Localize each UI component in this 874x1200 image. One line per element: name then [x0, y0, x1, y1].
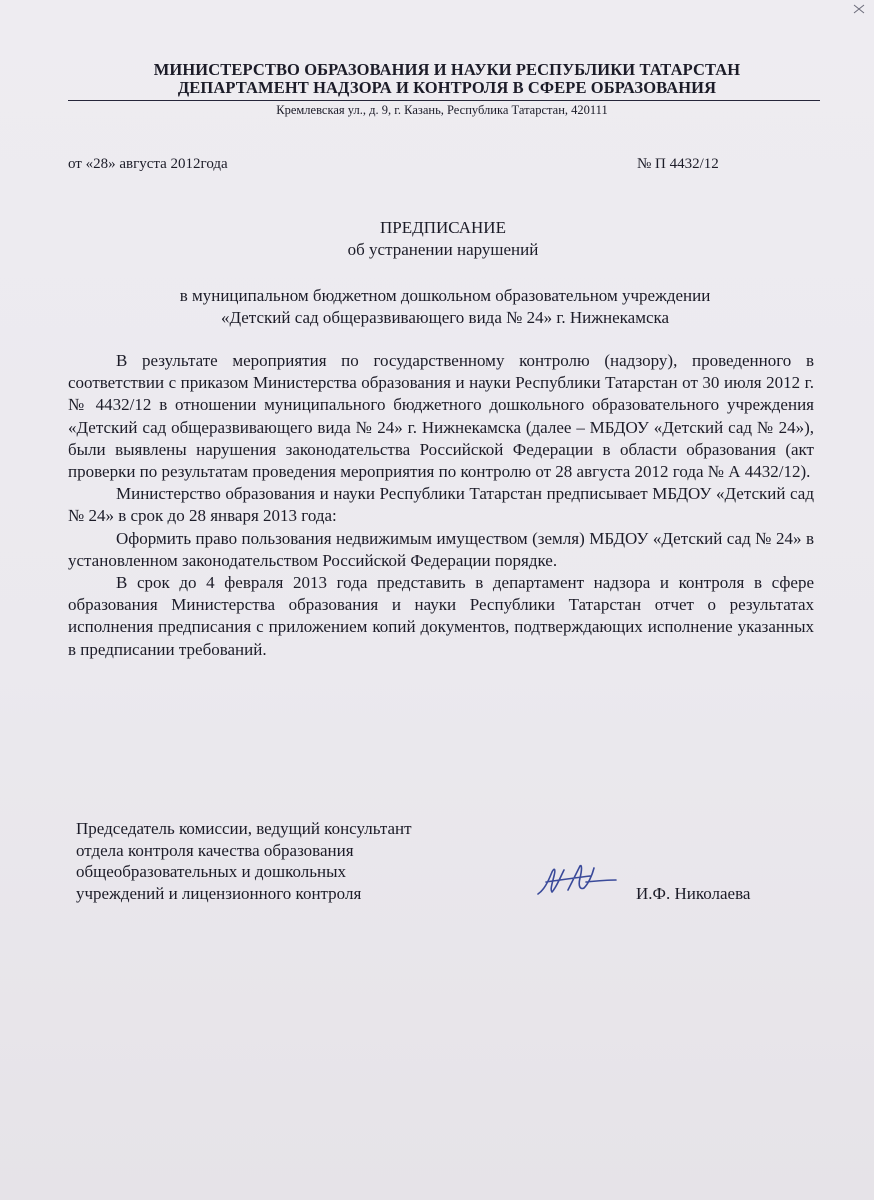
signatory-position	[76, 818, 496, 904]
handwritten-signature	[530, 860, 620, 900]
document-subtitle: об устранении нарушений	[347, 240, 539, 259]
scan-mark-icon	[852, 3, 866, 15]
position-line-3: общеобразовательных и дошкольных	[76, 862, 346, 881]
body-paragraph-4: В срок до 4 февраля 2013 года представить в департамент надзора и контроля в сфере образования Министерства образования и науки Республики Татарстан отчет о результатах исполнения предписания с приложением копий документов, подтверждающих исполнение указанных в предписании требований.	[68, 573, 814, 659]
body-paragraph-2: Министерство образования и науки Республики Татарстан предписывает МБДОУ «Детский сад № 24» в срок до 28 января 2013 года:	[68, 484, 814, 526]
body-paragraph-3: Оформить право пользования недвижимым имуществом (земля) МБДОУ «Детский сад № 24» в установленном законодательством Российской Федерации порядке.	[68, 528, 814, 570]
body-paragraph-1: В результате мероприятия по государственному контролю (надзору), проведенного в соответствии с приказом Министерства образования и науки Республики Татарстан от 30 июля 2012 г. № 4432/12 в отношении муниципального бюджетного дошкольного образовательного учреждения «Детский сад общеразвивающего вида № 24» г. Нижнекамска (далее – МБДОУ «Детский сад № 24»), были выявлены нарушения законодательства Российской Федерации в области образования (акт проверки по результатам проведения мероприятия по контролю от 28 августа 2012 года № А 4432/12).	[68, 351, 814, 482]
position-line-1: Председатель комиссии, ведущий консультант	[76, 819, 412, 838]
document-date: от «28» августа 2012года	[68, 156, 228, 172]
address-line: Кремлевская ул., д. 9, г. Казань, Республика Татарстан, 420111	[276, 103, 608, 117]
institution-line-2: «Детский сад общеразвивающего вида № 24» г. Нижнекамска	[220, 308, 670, 327]
ministry-title: МИНИСТЕРСТВО ОБРАЗОВАНИЯ И НАУКИ РЕСПУБЛИКИ ТАТАРСТАН	[153, 60, 741, 79]
institution-line-1: в муниципальном бюджетном дошкольном образовательном учреждении	[179, 286, 711, 305]
signatory-name: И.Ф. Николаева	[636, 884, 751, 903]
document-title: ПРЕДПИСАНИЕ	[380, 218, 506, 237]
header-divider	[68, 100, 820, 101]
document-body	[68, 350, 814, 661]
position-line-4: учреждений и лицензионного контроля	[76, 883, 362, 903]
department-title: ДЕПАРТАМЕНТ НАДЗОРА И КОНТРОЛЯ В СФЕРЕ ОБРАЗОВАНИЯ	[177, 78, 717, 97]
position-line-2: отдела контроля качества образования	[76, 840, 354, 860]
document-number: № П 4432/12	[637, 156, 719, 172]
